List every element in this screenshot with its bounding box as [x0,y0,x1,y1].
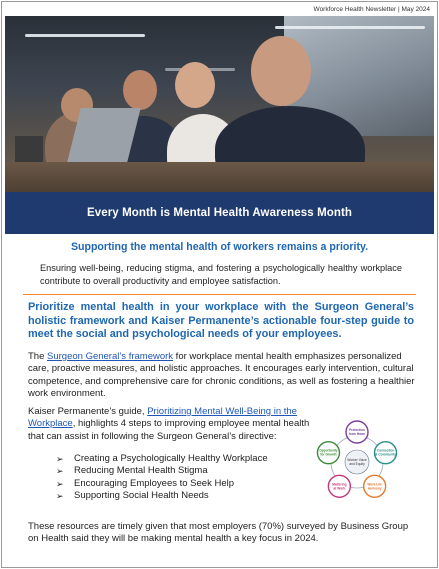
diagram-node-label: from Harm [348,432,366,436]
kaiser-guide-link[interactable]: Prioritizing Mental Well-Being in the Workplace [28,406,297,430]
guide-paragraph [28,406,318,443]
arrow-bullet-icon: ➢ [56,490,64,501]
person-4-head [251,36,311,106]
person-3-head [175,62,215,108]
diagram-node-label: Connection [376,448,395,453]
text-span: Kaiser Permanente’s guide, [28,406,148,417]
person-2-head [123,70,157,110]
diagram-node-label: for Growth [320,452,337,457]
arrow-bullet-icon: ➢ [56,478,64,489]
diagram-node-label: Mattering [332,482,347,487]
arrow-bullet-icon: ➢ [56,466,64,477]
arrow-bullet-icon: ➢ [56,454,64,464]
diagram-node-label: Opportunity [319,448,338,453]
step-label: Reducing Mental Health Stigma [74,465,208,477]
text-span: for workplace mental health emphasizes personalized care, proactive measures, and holistic approaches. It encourages early intervention, cultural competence, and comprehensive care for chronic conditions, as well as fostering a healthier work environment. [28,351,415,399]
framework-diagram [308,418,406,502]
text-span: The [28,351,48,362]
list-item [56,453,268,465]
diagram-center-line-2: and Equity [349,462,365,466]
lead-paragraph: Prioritize mental health in your workplace with the Surgeon General’s holistic framework and Kaiser Permanente’s actionable four-step guide to meet the social and psychological needs of your employees. [28,301,414,340]
step-label: Creating a Psychologically Healthy Workplace [74,453,268,464]
closing-paragraph: These resources are timely given that most employers (70%) surveyed by Business Group on Health said they will be making mental health a key focus in 2024. [28,521,409,545]
banner-title: Every Month is Mental Health Awareness Month [86,207,353,219]
step-label: Supporting Social Health Needs [74,489,209,501]
step-label: Encouraging Employees to Seek Help [74,477,235,489]
framework-paragraph [28,351,416,400]
ceiling-light [25,34,145,37]
diagram-node-label: Protection [349,428,365,432]
diagram-node-label: Work-Life [367,482,382,487]
orange-divider [23,294,416,295]
diagram-center-line-1: Worker Voice [347,458,367,462]
title-banner [5,192,434,234]
diagram-node-label: Harmony [367,486,382,491]
hero-photo [5,16,434,192]
diagram-node-label: at Work [333,486,346,491]
ceiling-light [275,26,425,29]
list-item [56,490,268,502]
hero-table [5,162,434,192]
steps-list [56,453,268,502]
masthead: Workforce Health Newsletter | May 2024 [313,6,430,13]
surgeon-general-framework-link[interactable]: Surgeon General’s framework [47,351,174,362]
list-item [56,465,268,477]
diagram-node-label: & Community [375,452,396,457]
text-span: , highlights 4 steps to improving employee mental health that can assist in following the Surgeon General’s directive: [28,418,310,442]
list-item [56,478,268,490]
intro-paragraph: Ensuring well-being, reducing stigma, and fostering a psychologically healthy workplace contribute to overall productivity and employee satisfaction. [40,263,402,286]
subhead: Supporting the mental health of workers remains a priority. [70,241,369,253]
